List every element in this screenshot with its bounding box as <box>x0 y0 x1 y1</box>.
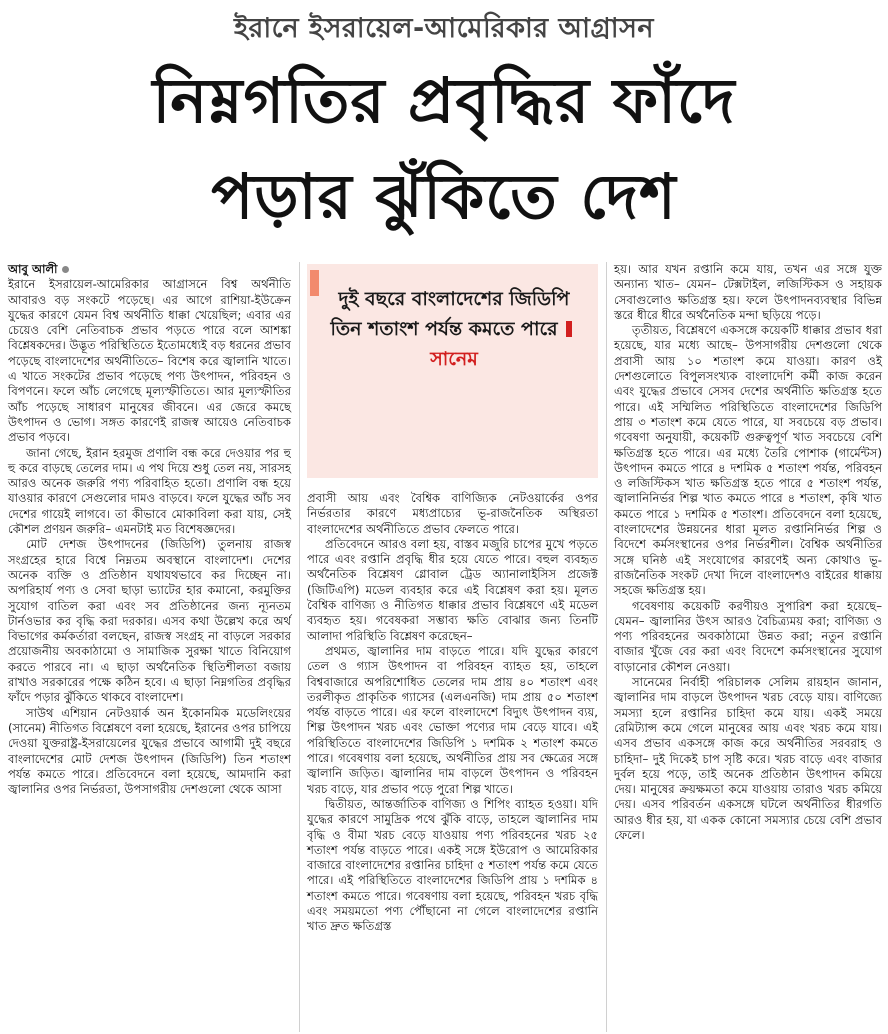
kicker: ইরানে ইসরায়েল-আমেরিকার আগ্রাসন <box>233 13 655 44</box>
paragraph: প্রতিবেদনে আরও বলা হয়, বাস্তব মজুরি চাপের মুখে পড়তে পারে এবং রপ্তানি প্রবৃদ্ধি ধীর হয়ে যেতে পারে। বহুল ব্যবহৃত অর্থনৈতিক বিশ্লেষণ গ্লোবাল ট্রেড অ্যানালাইসিস প্রজেক্ট (জিটিএপি) মডেল ব্যবহার করে এই বিশ্লেষণ করা হয়। মূলত বৈশ্বিক বাণিজ্য ও নীতিগত ধাক্কার প্রভাব বিশ্লেষণে এই মডেল ব্যবহৃত হয়। গবেষকরা সম্ভাব্য ক্ষতি বোঝার জন্য তিনটি আলাদা পরিস্থিতি বিশ্লেষণ করেছেন– <box>307 536 598 643</box>
pull-quote-separator <box>566 321 572 337</box>
column-rule <box>299 262 300 1032</box>
paragraph: সানেমের নির্বাহী পরিচালক সেলিম রায়হান জানান, জ্বালানির দাম বাড়লে উৎপাদন খরচ বেড়ে যায়। বাণিজ্যে সমস্যা হলে রপ্তানির চাহিদা কমে যায়। একই সময়ে রেমিট্যান্স কমে গেলে মানুষের আয় এবং খরচ কমে যায়। এসব প্রভাব একসঙ্গে কাজ করে অর্থনীতির সরবরাহ ও চাহিদা– দুই দিকেই চাপ সৃষ্টি করে। খরচ বাড়ে এবং বাজার দুর্বল হয়ে পড়ে, তাই অনেক প্রতিষ্ঠান উৎপাদন কমিয়ে দেয়। মানুষের ক্রয়ক্ষমতা কমে যাওয়ায় তারাও খরচ কমিয়ে দেয়। এসব পরিবর্তন একসঙ্গে ঘটলে অর্থনীতির ধীরগতি আরও ধীর হয়, যা একক কোনো সমস্যার চেয়ে বেশি প্রভাব ফেলে। <box>614 675 882 842</box>
pull-quote <box>307 264 598 478</box>
paragraph: গবেষণায় কয়েকটি করণীয়ও সুপারিশ করা হয়েছে– যেমন– জ্বালানির উৎস আরও বৈচিত্র্যময় করা; বাণিজ্য ও পণ্য পরিবহনের অবকাঠামো উন্নত করা; নতুন রপ্তানি বাজার খুঁজে বের করা এবং বিদেশে কর্মসংস্থানের সুযোগ বাড়ানোর কৌশল নেওয়া। <box>614 598 882 674</box>
pull-quote-accent <box>310 270 319 296</box>
headline-line-1: নিম্নগতির প্রবৃদ্ধির ফাঁদে <box>152 64 736 137</box>
byline: আবু আলী <box>8 262 291 277</box>
paragraph: দ্বিতীয়ত, আন্তর্জাতিক বাণিজ্য ও শিপিং ব্যাহত হওয়া। যদি যুদ্ধের কারণে সামুদ্রিক পথে ঝুঁকি বাড়ে, তাহলে জ্বালানির দাম বৃদ্ধি ও বীমা খরচ বেড়ে যাওয়ায় পণ্য পরিবহনের খরচ ২৫ শতাংশ পর্যন্ত বাড়তে পারে। একই সঙ্গে ইউরোপ ও আমেরিকার বাজারে বাংলাদেশের রপ্তানির চাহিদা ৫ শতাংশ পর্যন্ত কমে যেতে পারে। এই পরিস্থিতিতে বাংলাদেশের জিডিপি প্রায় ১ দশমিক ৪ শতাংশ কমতে পারে। গবেষণায় বলা হয়েছে, পরিবহন খরচ বৃদ্ধি এবং সময়মতো পণ্য পৌঁছানো না গেলে বাংলাদেশের রপ্তানি খাত দ্রুত ক্ষতিগ্রস্ত <box>307 796 598 934</box>
pull-quote-credit: সানেম <box>430 348 478 370</box>
headline-line-2: পড়ার ঝুঁকিতে দেশ <box>211 160 677 233</box>
pull-quote-text: দুই বছরে বাংলাদেশের জিডিপি তিন শতাংশ পর্যন্ত কমতে পারেসানেম <box>323 284 585 374</box>
paragraph: প্রথমত, জ্বালানির দাম বাড়তে পারে। যদি যুদ্ধের কারণে তেল ও গ্যাস উৎপাদন বা পরিবহন ব্যাহত হয়, তাহলে বিশ্ববাজারে অপরিশোধিত তেলের দাম প্রায় ৪০ শতাংশ এবং তরলীকৃত প্রাকৃতিক গ্যাসের (এলএনজি) দাম প্রায় ৫০ শতাংশ পর্যন্ত বাড়তে পারে। এর ফলে বাংলাদেশে বিদ্যুৎ উৎপাদন ব্যয়, শিল্প উৎপাদন খরচ এবং ভোক্তা পণ্যের দাম বেড়ে যাবে। এই পরিস্থিতিতে বাংলাদেশের জিডিপি ১ দশমিক ২ শতাংশ কমতে পারে। গবেষণায় বলা হয়েছে, অর্থনীতির প্রায় সব ক্ষেত্রের সঙ্গে জ্বালানি জড়িত। জ্বালানির দাম বাড়লে উৎপাদন ও পরিবহন খরচ বাড়ে, যার প্রভাব পড়ে পুরো শিল্প খাতে। <box>307 643 598 796</box>
paragraph: ইরানে ইসরায়েল-আমেরিকার আগ্রাসনে বিশ্ব অর্থনীতি আবারও বড় সংকটে পড়েছে। এর আগে রাশিয়া-ইউক্রেন যুদ্ধের কারণে যেমন বিশ্ব অর্থনীতি ধাক্কা খেয়েছিল; এবার এর চেয়েও বেশি নেতিবাচক প্রভাব পড়তে পারে বলে আশঙ্কা বিশ্লেষকদের। উদ্ভূত পরিস্থিতিতে ইতোমধ্যেই বড় ধরনের প্রভাব পড়েছে বাংলাদেশের অর্থনীতিতে– বিশেষ করে জ্বালানি খাতে। এ খাতে সংকটের প্রভাব পড়েছে পণ্য উৎপাদন, পরিবহন ও বিপণনে। ফলে আঁচ লেগেছে মূল্যস্ফীতিতে। আর মূল্যস্ফীতির আঁচ পড়েছে সাধারণ মানুষের জীবনে। এর জেরে কমছে উৎপাদন ও ভোগ। সঙ্গত কারণেই রাজস্ব আয়েও নেতিবাচক প্রভাব পড়বে। <box>8 277 291 445</box>
paragraph: প্রবাসী আয় এবং বৈশ্বিক বাণিজ্যিক নেটওয়ার্কের ওপর নির্ভরতার কারণে মধ্যপ্রাচ্যের ভূ-রাজনৈতিক অস্থিরতা বাংলাদেশের অর্থনীতিতে প্রভাব ফেলতে পারে। <box>307 491 598 536</box>
paragraph: সাউথ এশিয়ান নেটওয়ার্ক অন ইকোনমিক মডেলিংয়ের (সানেম) নীতিগত বিশ্লেষণে বলা হয়েছে, ইরানের ওপর চাপিয়ে দেওয়া যুক্তরাষ্ট্র-ইসরায়েলের যুদ্ধের প্রভাবে আগামী দুই বছরে বাংলাদেশের মোট দেশজ উৎপাদন (জিডিপি) তিন শতাংশ পর্যন্ত কমতে পারে। প্রতিবেদনে বলা হয়েছে, আমদানি করা জ্বালানির ওপর নির্ভরতা, উপসাগরীয় দেশগুলো থেকে আসা <box>8 705 291 797</box>
paragraph: হয়। আর যখন রপ্তানি কমে যায়, তখন এর সঙ্গে যুক্ত অন্যান্য খাত– যেমন– টেক্সটাইল, লজিস্টিকস ও সহায়ক সেবাগুলোও ক্ষতিগ্রস্ত হয়। ফলে উৎপাদনব্যবস্থার বিভিন্ন স্তরে ধীরে ধীরে অর্থনৈতিক মন্দা ছড়িয়ে পড়ে। <box>614 262 882 322</box>
paragraph: জানা গেছে, ইরান হরমুজ প্রণালি বন্ধ করে দেওয়ার পর হু হু করে বাড়ছে তেলের দাম। এ পথ দিয়ে শুধু তেল নয়, সারসহ আরও অনেক জরুরি পণ্য পরিবাহিত হতো। প্রণালি বন্ধ হয়ে যাওয়ার কারণে সেগুলোর দামও বাড়বে। ফলে যুদ্ধের আঁচ সব দেশের গায়েই লাগবে। তা কীভাবে মোকাবিলা করা যায়, সেই কৌশল প্রণয়ন জরুরি– এমনটাই মত বিশেষজ্ঞদের। <box>8 445 291 537</box>
article-column-2 <box>307 491 598 935</box>
article-column-3 <box>614 262 882 843</box>
paragraph: মোট দেশজ উৎপাদনের (জিডিপি) তুলনায় রাজস্ব সংগ্রহের হারে বিশ্বে নিম্নতম অবস্থানে বাংলাদেশ। দেশের অনেক ব্যক্তি ও প্রতিষ্ঠান যথাযথভাবে কর দিচ্ছেন না। অপরিহার্য পণ্য ও সেবা ছাড়া ভ্যাটের হার কমানো, করমুক্তির সুযোগ বাতিল করা এবং সব প্রতিষ্ঠানের জন্য ন্যূনতম টার্নওভার কর বৃদ্ধি করা দরকার। এসব কথা উল্লেখ করে অর্থ বিভাগের কর্মকর্তারা বলছেন, রাজস্ব সংগ্রহ না বাড়লে সরকার প্রয়োজনীয় অবকাঠামো ও সামাজিক সুরক্ষা খাতে বিনিয়োগ করতে পারবে না। এ ছাড়া অর্থনৈতিক স্থিতিশীলতা বজায় রাখাও সরকারের পক্ষে কঠিন হবে। এ ছাড়া নিম্নগতির প্রবৃদ্ধির ফাঁদে পড়ার ঝুঁকিতে থাকবে বাংলাদেশ। <box>8 537 291 705</box>
article-column-1 <box>8 262 291 797</box>
paragraph: তৃতীয়ত, বিশ্লেষণে একসঙ্গে কয়েকটি ধাক্কার প্রভাব ধরা হয়েছে, যার মধ্যে আছে– উপসাগরীয় দেশগুলো থেকে প্রবাসী আয় ১০ শতাংশ কমে যাওয়া। কারণ ওই দেশগুলোতে বিপুলসংখ্যক বাংলাদেশি কর্মী কাজ করেন এবং যুদ্ধের প্রভাবে সেসব দেশের অর্থনীতি ক্ষতিগ্রস্ত হতে পারে। এই সম্মিলিত পরিস্থিতিতে বাংলাদেশের জিডিপি প্রায় ৩ শতাংশ কমে যেতে পারে, যা সবচেয়ে বড় প্রভাব। গবেষণা অনুযায়ী, কয়েকটি গুরুত্বপূর্ণ খাত সবচেয়ে বেশি ক্ষতিগ্রস্ত হতে পারে। এর মধ্যে তৈরি পোশাক (গার্মেন্টস) উৎপাদন কমতে পারে ৪ দশমিক ৫ শতাংশ পর্যন্ত, পরিবহন ও লজিস্টিকস খাত ক্ষতিগ্রস্ত হতে পারে ৫ শতাংশ পর্যন্ত, জ্বালানিনির্ভর শিল্প খাত কমতে পারে ৪ শতাংশ, কৃষি খাত কমতে পারে ১ দশমিক ৫ শতাংশ। প্রতিবেদনে বলা হয়েছে, বাংলাদেশের উন্নয়নের ধারা মূলত রপ্তানিনির্ভর শিল্প ও বিদেশে কর্মসংস্থানের ওপর নির্ভরশীল। বৈশ্বিক অর্থনীতির সঙ্গে ঘনিষ্ঠ এই সংযোগের কারণেই অন্য কোথাও ভূ-রাজনৈতিক সংকট দেখা দিলে বাংলাদেশও বাইরের ধাক্কায় সহজে ক্ষতিগ্রস্ত হয়। <box>614 323 882 598</box>
byline-dot-icon <box>62 266 69 273</box>
column-rule <box>606 262 607 1032</box>
